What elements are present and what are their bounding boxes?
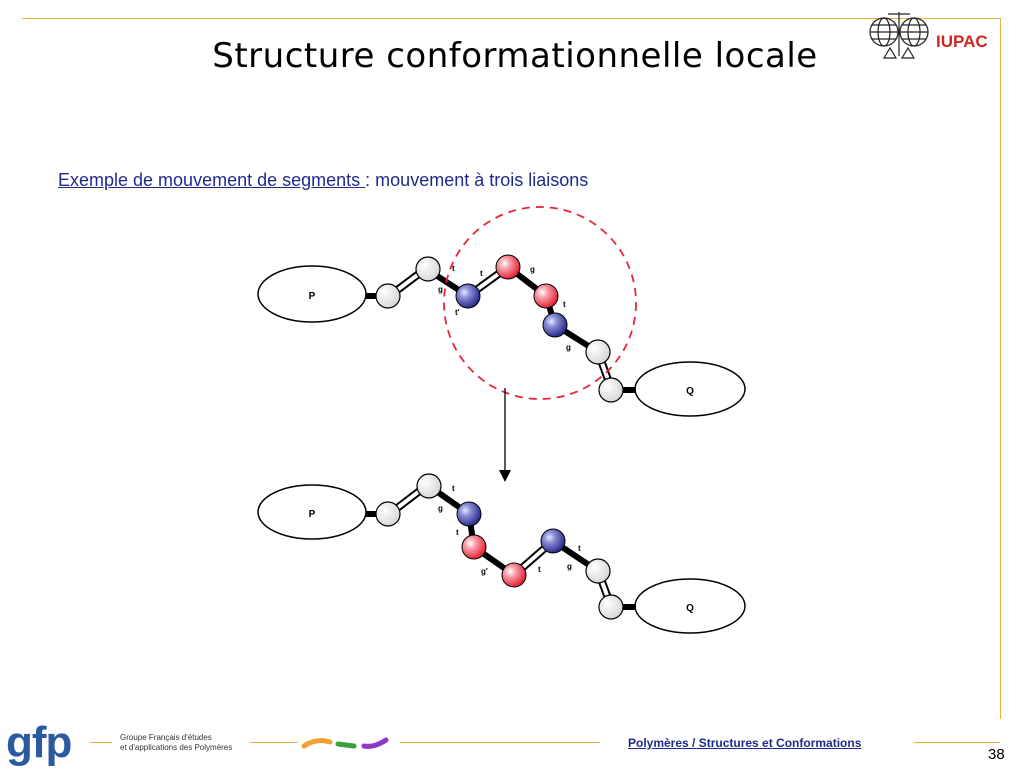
gfp-logo: gfp	[6, 718, 72, 767]
red-atom	[496, 255, 520, 279]
blue-atom	[543, 313, 567, 337]
red-atom	[502, 563, 526, 587]
bond-label: t	[578, 544, 581, 553]
red-atom	[462, 535, 486, 559]
bond-label: g	[438, 504, 443, 513]
footer-line-left	[90, 742, 112, 743]
gfp-org-line2: et d'applications des Polymères	[120, 743, 233, 752]
iupac-label: IUPAC	[936, 32, 988, 51]
white-atom	[416, 257, 440, 281]
footer-line-mid	[250, 742, 298, 743]
white-atom	[599, 595, 623, 619]
gfp-org-name	[120, 733, 232, 753]
top-molecule	[258, 207, 745, 416]
bond-label: g	[567, 562, 572, 571]
red-atom	[534, 284, 558, 308]
white-atom	[376, 284, 400, 308]
footer-line-right	[400, 742, 600, 743]
white-atom	[376, 502, 400, 526]
bottom-molecule	[258, 474, 745, 633]
p-label-top: P	[308, 291, 316, 302]
bond-label: t	[452, 484, 455, 493]
bond-label: t	[538, 565, 541, 574]
blue-atom	[456, 284, 480, 308]
bond-label: g	[530, 265, 535, 274]
transition-arrow	[499, 388, 511, 482]
subtitle-rest: : mouvement à trois liaisons	[365, 170, 589, 190]
subtitle-link[interactable]: Exemple de mouvement de segments	[58, 170, 366, 190]
white-atom	[586, 340, 610, 364]
bond-label: g'	[481, 567, 488, 576]
course-title: Polymères / Structures et Conformations	[628, 736, 862, 750]
page-number: 38	[988, 746, 1005, 763]
q-label-bottom: Q	[686, 603, 694, 614]
blue-atom	[541, 529, 565, 553]
gfp-org-line1: Groupe Français d'études	[120, 733, 212, 742]
bond-label: t	[456, 528, 459, 537]
blue-atom	[457, 502, 481, 526]
white-atom	[599, 378, 623, 402]
page-title: Structure conformationnelle locale	[212, 36, 818, 76]
color-dashes-icon	[300, 734, 392, 754]
q-label-top: Q	[686, 386, 694, 397]
bond-label: t	[563, 300, 566, 309]
p-label-bottom: P	[308, 509, 316, 520]
bond-label: g	[566, 343, 571, 352]
bond-label: t	[452, 264, 455, 273]
bond-label: t	[480, 269, 483, 278]
white-atom	[417, 474, 441, 498]
white-atom	[586, 559, 610, 583]
footer-line-end	[914, 742, 1000, 743]
bond-label: g	[438, 285, 443, 294]
bond-label: t'	[455, 308, 460, 317]
